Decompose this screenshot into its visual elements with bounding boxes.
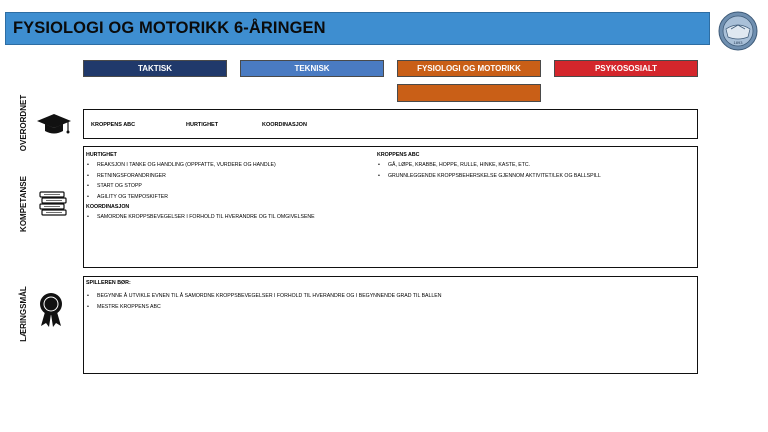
list-item: • SAMORDNE KROPPSBEVEGELSER I FORHOLD TIL HVERANDRE OG TIL OMGIVELSENE [86,212,315,223]
award-ribbon-icon [38,292,64,328]
tab-fysiologi-og-motorikk[interactable]: FYSIOLOGI OG MOTORIKK [397,60,541,77]
page-title: FYSIOLOGI OG MOTORIKK 6-ÅRINGEN [13,19,326,37]
list-item: • GRUNNLEGGENDE KROPPSBEHERSKELSE GJENNOM AKTIVITET/LEK OG BALLSPILL [377,171,601,182]
spilleren-bor-heading: SPILLEREN BØR: [86,280,131,286]
list-item: • AGILITY OG TEMPOSKIFTER [86,192,315,203]
club-logo-icon [718,11,758,51]
section-label-kompetanse: KOMPETANSE [19,176,28,232]
overordnet-item: KROPPENS ABC [91,122,136,128]
list-item: • BEGYNNE Å UTVIKLE EVNEN TIL Å SAMORDNE KROPPSBEVEGELSER I FORHOLD TIL HVERANDRE OG I BEGYNNENDE GRAD TIL BALLEN [86,291,441,302]
tab-teknisk[interactable]: TEKNISK [240,60,384,77]
list-item: • GÅ, LØPE, KRABBE, HOPPE, RULLE, HINKE, KASTE, ETC. [377,160,601,171]
tab-psykososialt[interactable]: PSYKOSOSIALT [554,60,698,77]
laeringsmal-list [86,291,441,312]
logo-year: 1893 [733,40,743,45]
section-label-laeringsmal: LÆRINGSMÅL [19,286,28,342]
kompetanse-right-column [377,151,601,181]
kroppens-abc-heading: KROPPENS ABC [377,152,420,158]
laeringsmal-box [83,276,698,374]
koordinasjon-heading: KOORDINASJON [86,203,130,210]
tab-fysiologi-sub-bar [397,84,541,102]
header-banner [5,12,710,45]
list-item: • REAKSJON I TANKE OG HANDLING (OPPFATTE, VURDERE OG HANDLE) [86,160,315,171]
section-label-overordnet: OVERORDNET [19,94,28,152]
tab-taktisk[interactable]: TAKTISK [83,60,227,77]
overordnet-item: KOORDINASJON [262,122,307,128]
hurtighet-heading: HURTIGHET [86,152,117,158]
graduation-cap-icon [36,112,72,136]
books-icon [38,190,68,218]
kompetanse-left-column [86,151,315,223]
kompetanse-box [83,146,698,268]
overordnet-item: HURTIGHET [186,122,219,128]
list-item: • RETNINGSFORANDRINGER [86,171,315,182]
list-item: • MESTRE KROPPENS ABC [86,302,441,313]
list-item: • START OG STOPP [86,181,315,192]
overordnet-box [83,109,698,139]
